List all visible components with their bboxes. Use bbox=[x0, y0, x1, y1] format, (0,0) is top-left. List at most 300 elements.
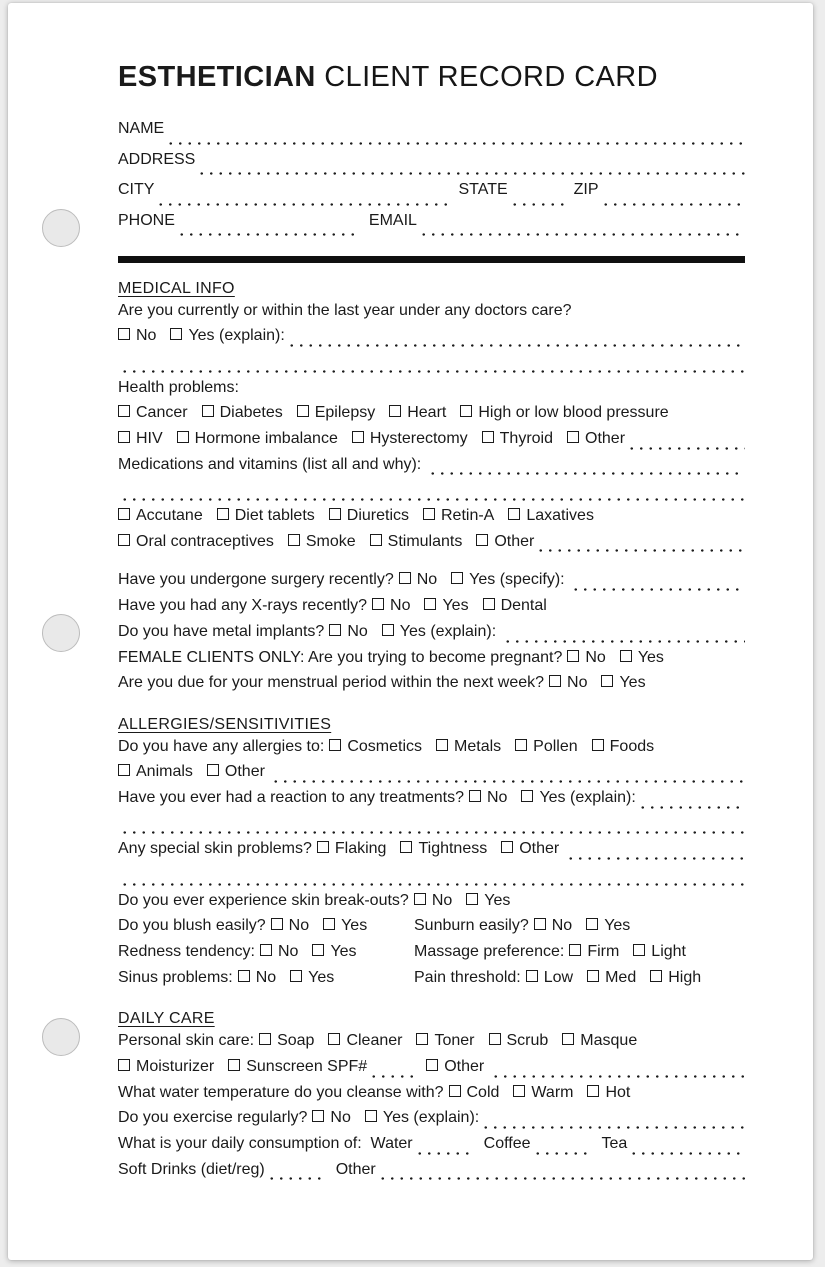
line-text: Sunburn easily? bbox=[414, 917, 529, 935]
dotted-fill-line bbox=[625, 430, 745, 456]
column-group bbox=[118, 917, 414, 935]
checkbox-item-yes-explain bbox=[170, 327, 284, 345]
checkbox-item-tightness bbox=[400, 840, 487, 858]
checkbox-no[interactable] bbox=[271, 918, 283, 930]
checkbox-no[interactable] bbox=[372, 598, 384, 610]
checkbox-item-low bbox=[526, 969, 573, 987]
checkbox-no[interactable] bbox=[118, 328, 130, 340]
checkbox-cold[interactable] bbox=[449, 1085, 461, 1097]
form-line bbox=[118, 789, 745, 815]
dotted-fill-line bbox=[479, 1109, 745, 1135]
checkbox-oral-contraceptives[interactable] bbox=[118, 534, 130, 546]
checkbox-sunscreen-spf[interactable] bbox=[228, 1059, 240, 1071]
line-text: Do you have metal implants? bbox=[118, 622, 325, 640]
checkbox-retin-a[interactable] bbox=[423, 508, 435, 520]
checkbox-cancer[interactable] bbox=[118, 405, 130, 417]
checkbox-item-no bbox=[414, 892, 452, 910]
checkbox-no[interactable] bbox=[567, 650, 579, 662]
section-divider bbox=[118, 256, 745, 263]
checkbox-label: No bbox=[551, 917, 573, 935]
line-text: Sinus problems: bbox=[118, 968, 233, 986]
checkbox-label: Firm bbox=[587, 943, 620, 961]
form-line bbox=[118, 151, 745, 182]
checkbox-item-no bbox=[329, 623, 367, 641]
checkbox-label: Sunscreen SPF# bbox=[246, 1057, 368, 1075]
checkbox-label: No bbox=[585, 648, 606, 666]
line-text: Tea bbox=[601, 1134, 628, 1152]
checkbox-item-other bbox=[207, 763, 269, 781]
checkbox-item-diet-tablets bbox=[217, 507, 315, 525]
checkbox-moisturizer[interactable] bbox=[118, 1059, 130, 1071]
line-text: Medications and vitamins (list all and why): bbox=[118, 455, 426, 473]
line-text: EMAIL bbox=[368, 211, 417, 229]
form-line bbox=[118, 456, 745, 482]
line-text: STATE bbox=[458, 181, 508, 199]
checkbox-label: No bbox=[255, 968, 277, 986]
checkbox-label: HIV bbox=[136, 430, 163, 448]
checkbox-item-oral-contraceptives bbox=[118, 533, 274, 551]
checkbox-hysterectomy[interactable] bbox=[352, 431, 364, 443]
line-text: Personal skin care: bbox=[118, 1032, 255, 1050]
checkbox-item-diuretics bbox=[329, 507, 409, 525]
checkbox-item-yes-specify bbox=[451, 571, 569, 589]
form-line bbox=[118, 1135, 745, 1161]
checkbox-no[interactable] bbox=[549, 675, 561, 687]
checkbox-animals[interactable] bbox=[118, 764, 130, 776]
checkbox-laxatives[interactable] bbox=[508, 508, 520, 520]
checkbox-label: Dental bbox=[500, 597, 547, 615]
checkbox-item-animals bbox=[118, 763, 193, 781]
checkbox-yes-explain[interactable] bbox=[521, 790, 533, 802]
checkbox-label: Yes bbox=[484, 891, 511, 909]
checkbox-other[interactable] bbox=[501, 841, 513, 853]
checkbox-label: No bbox=[486, 788, 508, 806]
checkbox-item-thyroid bbox=[482, 430, 553, 448]
checkbox-foods[interactable] bbox=[592, 739, 604, 751]
checkbox-no[interactable] bbox=[534, 918, 546, 930]
checkbox-item-cosmetics bbox=[329, 738, 422, 756]
form-line bbox=[118, 1084, 745, 1110]
checkbox-toner[interactable] bbox=[416, 1033, 428, 1045]
form-line bbox=[118, 840, 745, 866]
form-line bbox=[118, 379, 745, 405]
section-heading: MEDICAL INFO bbox=[118, 279, 235, 297]
checkbox-item-other bbox=[426, 1058, 488, 1076]
form-line bbox=[118, 404, 745, 430]
checkbox-label: No bbox=[330, 1109, 351, 1127]
checkbox-dental[interactable] bbox=[483, 598, 495, 610]
title-bold: ESTHETICIAN bbox=[118, 61, 316, 93]
checkbox-label: Yes bbox=[637, 648, 664, 666]
checkbox-yes[interactable] bbox=[601, 675, 613, 687]
checkbox-label: Low bbox=[543, 968, 574, 986]
checkbox-label: Yes bbox=[604, 917, 631, 935]
checkbox-label: Other bbox=[585, 430, 626, 448]
checkbox-low[interactable] bbox=[526, 970, 538, 982]
checkbox-other[interactable] bbox=[207, 764, 219, 776]
form-line bbox=[118, 353, 745, 379]
checkbox-label: Thyroid bbox=[499, 430, 554, 448]
checkbox-item-cold bbox=[449, 1084, 500, 1102]
checkbox-diabetes[interactable] bbox=[202, 405, 214, 417]
dotted-fill-line bbox=[154, 181, 449, 212]
checkbox-label: Diuretics bbox=[346, 507, 409, 525]
form-line bbox=[118, 969, 745, 995]
checkbox-heart[interactable] bbox=[389, 405, 401, 417]
line-text: Health problems: bbox=[118, 378, 239, 396]
checkbox-diuretics[interactable] bbox=[329, 508, 341, 520]
checkbox-label: Other bbox=[224, 763, 270, 781]
checkbox-item-yes bbox=[601, 674, 645, 692]
column-group bbox=[118, 969, 414, 987]
checkbox-item-toner bbox=[416, 1032, 474, 1050]
checkbox-item-pollen bbox=[515, 738, 577, 756]
form-line bbox=[118, 892, 745, 918]
checkbox-item-masque bbox=[562, 1032, 637, 1050]
form-line bbox=[118, 738, 745, 764]
binder-hole-top bbox=[42, 209, 80, 247]
checkbox-no[interactable] bbox=[260, 944, 272, 956]
line-text: FEMALE CLIENTS ONLY: Are you trying to become pregnant? bbox=[118, 648, 563, 666]
checkbox-item-no bbox=[469, 789, 507, 807]
checkbox-yes[interactable] bbox=[290, 970, 302, 982]
checkbox-hormone-imbalance[interactable] bbox=[177, 431, 189, 443]
checkbox-item-firm bbox=[569, 943, 619, 961]
form-line bbox=[118, 623, 745, 649]
record-card bbox=[8, 3, 813, 1260]
checkbox-label: Med bbox=[605, 968, 637, 986]
checkbox-item-no bbox=[567, 649, 605, 667]
checkbox-no[interactable] bbox=[312, 1110, 324, 1122]
line-text: ADDRESS bbox=[118, 150, 196, 168]
checkbox-label: No bbox=[347, 622, 368, 640]
checkbox-light[interactable] bbox=[633, 944, 645, 956]
checkbox-other[interactable] bbox=[476, 534, 488, 546]
checkbox-yes[interactable] bbox=[586, 918, 598, 930]
checkbox-label: Other bbox=[444, 1057, 489, 1075]
checkbox-item-yes-explain bbox=[365, 1109, 479, 1127]
checkbox-label: Yes (explain): bbox=[188, 327, 285, 345]
dotted-fill-line bbox=[118, 866, 745, 892]
checkbox-label: No bbox=[390, 597, 411, 615]
checkbox-item-diabetes bbox=[202, 404, 283, 422]
checkbox-item-no bbox=[118, 327, 156, 345]
checkbox-stimulants[interactable] bbox=[370, 534, 382, 546]
checkbox-smoke[interactable] bbox=[288, 534, 300, 546]
checkbox-no[interactable] bbox=[469, 790, 481, 802]
dotted-fill-line bbox=[269, 763, 745, 789]
checkbox-item-no bbox=[372, 597, 410, 615]
checkbox-item-high-or-low-blood-pressure bbox=[460, 404, 668, 422]
checkbox-item-no bbox=[534, 917, 572, 935]
dotted-fill-line bbox=[417, 212, 745, 243]
form-line bbox=[118, 430, 745, 456]
checkbox-label: Scrub bbox=[506, 1032, 549, 1050]
line-text: Have you undergone surgery recently? bbox=[118, 571, 394, 589]
checkbox-item-no bbox=[260, 943, 298, 961]
checkbox-no[interactable] bbox=[329, 624, 341, 636]
checkbox-item-yes bbox=[466, 892, 510, 910]
checkbox-cosmetics[interactable] bbox=[329, 739, 341, 751]
line-text: What is your daily consumption of: Water bbox=[118, 1134, 413, 1152]
checkbox-item-no bbox=[238, 969, 276, 987]
checkbox-yes[interactable] bbox=[312, 944, 324, 956]
checkbox-other[interactable] bbox=[426, 1059, 438, 1071]
checkbox-metals[interactable] bbox=[436, 739, 448, 751]
form-line bbox=[118, 1161, 745, 1187]
checkbox-label: Tightness bbox=[418, 840, 488, 858]
line-text: Have you ever had a reaction to any treatments? bbox=[118, 788, 464, 806]
checkbox-label: Light bbox=[651, 943, 686, 961]
checkbox-label: Cleaner bbox=[346, 1032, 403, 1050]
form-line bbox=[118, 1032, 745, 1058]
checkbox-label: Heart bbox=[407, 404, 447, 422]
line-text: Do you ever experience skin break-outs? bbox=[118, 891, 409, 909]
form-line bbox=[118, 866, 745, 892]
checkbox-cleaner[interactable] bbox=[328, 1033, 340, 1045]
checkbox-label: Cancer bbox=[136, 404, 188, 422]
checkbox-item-stimulants bbox=[370, 533, 463, 551]
line-text: Do you blush easily? bbox=[118, 917, 266, 935]
page-title bbox=[118, 59, 745, 95]
checkbox-pollen[interactable] bbox=[515, 739, 527, 751]
checkbox-item-warm bbox=[513, 1084, 573, 1102]
checkbox-diet-tablets[interactable] bbox=[217, 508, 229, 520]
checkbox-label: Soap bbox=[277, 1032, 315, 1050]
form-line bbox=[118, 212, 745, 243]
checkbox-firm[interactable] bbox=[569, 944, 581, 956]
contact-fields bbox=[118, 120, 745, 242]
checkbox-med[interactable] bbox=[587, 970, 599, 982]
checkbox-label: Yes (explain): bbox=[539, 788, 636, 806]
line-text: PHONE bbox=[118, 211, 175, 229]
checkbox-label: Retin-A bbox=[441, 507, 495, 525]
checkbox-no[interactable] bbox=[399, 572, 411, 584]
checkbox-item-hysterectomy bbox=[352, 430, 468, 448]
checkbox-item-retin-a bbox=[423, 507, 494, 525]
line-text: Redness tendency: bbox=[118, 943, 255, 961]
checkbox-label: Diabetes bbox=[219, 404, 283, 422]
checkbox-label: Other bbox=[494, 532, 535, 550]
checkbox-label: Metals bbox=[454, 737, 502, 755]
checkbox-yes-explain[interactable] bbox=[365, 1110, 377, 1122]
dotted-fill-line bbox=[599, 181, 745, 212]
form-line bbox=[118, 1109, 745, 1135]
checkbox-label: Yes bbox=[442, 597, 469, 615]
checkbox-label: Animals bbox=[136, 763, 193, 781]
checkbox-item-epilepsy bbox=[297, 404, 375, 422]
checkbox-label: Yes (explain): bbox=[399, 622, 501, 640]
checkbox-item-no bbox=[312, 1109, 350, 1127]
checkbox-item-dental bbox=[483, 597, 547, 615]
checkbox-thyroid[interactable] bbox=[482, 431, 494, 443]
form-sections bbox=[118, 276, 745, 1186]
dotted-fill-line bbox=[627, 1135, 745, 1161]
checkbox-tightness[interactable] bbox=[400, 841, 412, 853]
checkbox-yes-explain[interactable] bbox=[382, 624, 394, 636]
checkbox-item-other bbox=[476, 533, 534, 551]
form-line bbox=[118, 763, 745, 789]
form-line bbox=[118, 507, 745, 533]
checkbox-label: Yes bbox=[341, 917, 368, 935]
checkbox-item-metals bbox=[436, 738, 501, 756]
checkbox-flaking[interactable] bbox=[317, 841, 329, 853]
checkbox-item-no bbox=[549, 674, 587, 692]
checkbox-label: High or low blood pressure bbox=[478, 404, 669, 422]
form-line bbox=[118, 815, 745, 841]
checkbox-soap[interactable] bbox=[259, 1033, 271, 1045]
checkbox-high-or-low-blood-pressure[interactable] bbox=[460, 405, 472, 417]
dotted-fill-line bbox=[265, 1161, 327, 1187]
checkbox-item-foods bbox=[592, 738, 654, 756]
form-line bbox=[118, 571, 745, 597]
checkbox-label: No bbox=[567, 674, 588, 692]
form-line bbox=[118, 302, 745, 328]
binder-hole-bottom bbox=[42, 1018, 80, 1056]
checkbox-label: Accutane bbox=[136, 507, 203, 525]
checkbox-item-light bbox=[633, 943, 686, 961]
dotted-fill-line bbox=[489, 1058, 745, 1084]
dotted-fill-line bbox=[175, 212, 360, 243]
checkbox-yes[interactable] bbox=[323, 918, 335, 930]
checkbox-no[interactable] bbox=[238, 970, 250, 982]
checkbox-item-yes-explain bbox=[521, 789, 635, 807]
dotted-fill-line bbox=[531, 1135, 593, 1161]
checkbox-yes[interactable] bbox=[466, 893, 478, 905]
checkbox-yes[interactable] bbox=[620, 650, 632, 662]
line-text: Coffee bbox=[483, 1134, 531, 1152]
form-line bbox=[118, 533, 745, 559]
form-line bbox=[118, 181, 745, 212]
checkbox-item-yes bbox=[424, 597, 468, 615]
checkbox-item-yes bbox=[323, 917, 367, 935]
checkbox-item-no bbox=[399, 571, 437, 589]
line-text: What water temperature do you cleanse with? bbox=[118, 1083, 444, 1101]
checkbox-label: Stimulants bbox=[387, 532, 463, 550]
dotted-fill-line bbox=[195, 151, 745, 182]
checkbox-label: Hormone imbalance bbox=[194, 430, 338, 448]
checkbox-item-hot bbox=[587, 1084, 630, 1102]
checkbox-label: Yes (explain): bbox=[382, 1109, 480, 1127]
checkbox-label: Yes (specify): bbox=[469, 571, 570, 589]
dotted-fill-line bbox=[285, 327, 745, 353]
form-line bbox=[118, 481, 745, 507]
checkbox-other[interactable] bbox=[567, 431, 579, 443]
line-text: Have you had any X-rays recently? bbox=[118, 597, 368, 615]
checkbox-item-cleaner bbox=[328, 1032, 402, 1050]
checkbox-label: No bbox=[288, 917, 310, 935]
checkbox-item-moisturizer bbox=[118, 1058, 214, 1076]
form-line bbox=[118, 1058, 745, 1084]
form-line bbox=[118, 674, 745, 700]
line-text: Any special skin problems? bbox=[118, 840, 312, 858]
line-text: Are you currently or within the last year under any doctors care? bbox=[118, 301, 572, 319]
checkbox-item-yes bbox=[586, 917, 630, 935]
checkbox-item-other bbox=[501, 840, 563, 858]
checkbox-label: Cosmetics bbox=[347, 737, 423, 755]
checkbox-item-cancer bbox=[118, 404, 188, 422]
form-line bbox=[118, 327, 745, 353]
checkbox-label: Foods bbox=[609, 737, 655, 755]
checkbox-label: Warm bbox=[531, 1083, 574, 1101]
checkbox-item-med bbox=[587, 969, 636, 987]
checkbox-item-smoke bbox=[288, 533, 356, 551]
checkbox-label: No bbox=[277, 943, 299, 961]
dotted-fill-line bbox=[376, 1161, 745, 1187]
checkbox-item-yes bbox=[290, 969, 334, 987]
checkbox-accutane[interactable] bbox=[118, 508, 130, 520]
checkbox-item-yes bbox=[620, 649, 664, 667]
checkbox-label: Epilepsy bbox=[314, 404, 376, 422]
dotted-fill-line bbox=[118, 353, 745, 379]
line-text: NAME bbox=[118, 120, 165, 137]
dotted-fill-line bbox=[118, 481, 745, 507]
line-text: Other bbox=[335, 1160, 376, 1178]
checkbox-yes[interactable] bbox=[424, 598, 436, 610]
checkbox-item-other bbox=[567, 430, 625, 448]
checkbox-item-sunscreen-spf bbox=[228, 1058, 367, 1076]
checkbox-scrub[interactable] bbox=[489, 1033, 501, 1045]
dotted-fill-line bbox=[534, 533, 745, 559]
line-text: Pain threshold: bbox=[414, 968, 521, 986]
checkbox-label: Moisturizer bbox=[136, 1057, 215, 1075]
checkbox-item-laxatives bbox=[508, 507, 594, 525]
checkbox-label: Oral contraceptives bbox=[136, 532, 274, 550]
checkbox-item-no bbox=[271, 917, 309, 935]
checkbox-hiv[interactable] bbox=[118, 431, 130, 443]
checkbox-item-yes bbox=[312, 943, 356, 961]
checkbox-item-heart bbox=[389, 404, 446, 422]
checkbox-label: Pollen bbox=[533, 737, 578, 755]
checkbox-high[interactable] bbox=[650, 970, 662, 982]
line-text: Do you exercise regularly? bbox=[118, 1109, 308, 1127]
checkbox-item-flaking bbox=[317, 840, 387, 858]
checkbox-label: Toner bbox=[434, 1032, 475, 1050]
checkbox-hot[interactable] bbox=[587, 1085, 599, 1097]
form-line bbox=[118, 917, 745, 943]
checkbox-label: Hysterectomy bbox=[369, 430, 468, 448]
title-regular: CLIENT RECORD CARD bbox=[315, 61, 658, 93]
checkbox-label: High bbox=[668, 968, 702, 986]
checkbox-yes-specify[interactable] bbox=[451, 572, 463, 584]
section-heading: DAILY CARE bbox=[118, 1010, 215, 1028]
checkbox-item-accutane bbox=[118, 507, 203, 525]
checkbox-label: Smoke bbox=[305, 532, 356, 550]
checkbox-item-soap bbox=[259, 1032, 314, 1050]
checkbox-item-hiv bbox=[118, 430, 163, 448]
checkbox-label: Laxatives bbox=[526, 507, 594, 525]
checkbox-no[interactable] bbox=[414, 893, 426, 905]
checkbox-yes-explain[interactable] bbox=[170, 328, 182, 340]
line-text: Are you due for your menstrual period within the next week? bbox=[118, 674, 545, 692]
checkbox-item-scrub bbox=[489, 1032, 549, 1050]
line-text: Massage preference: bbox=[414, 943, 565, 961]
checkbox-warm[interactable] bbox=[513, 1085, 525, 1097]
section-daily-care bbox=[118, 1006, 745, 1186]
checkbox-masque[interactable] bbox=[562, 1033, 574, 1045]
checkbox-epilepsy[interactable] bbox=[297, 405, 309, 417]
form-line bbox=[118, 943, 745, 969]
dotted-fill-line bbox=[569, 571, 745, 597]
section-medical-info bbox=[118, 276, 745, 700]
dotted-fill-line bbox=[118, 815, 745, 841]
form-line bbox=[118, 597, 745, 623]
checkbox-label: Hot bbox=[605, 1083, 631, 1101]
checkbox-label: Flaking bbox=[334, 840, 387, 858]
form-line bbox=[118, 120, 745, 151]
form-line bbox=[118, 649, 745, 675]
checkbox-label: Diet tablets bbox=[234, 507, 315, 525]
